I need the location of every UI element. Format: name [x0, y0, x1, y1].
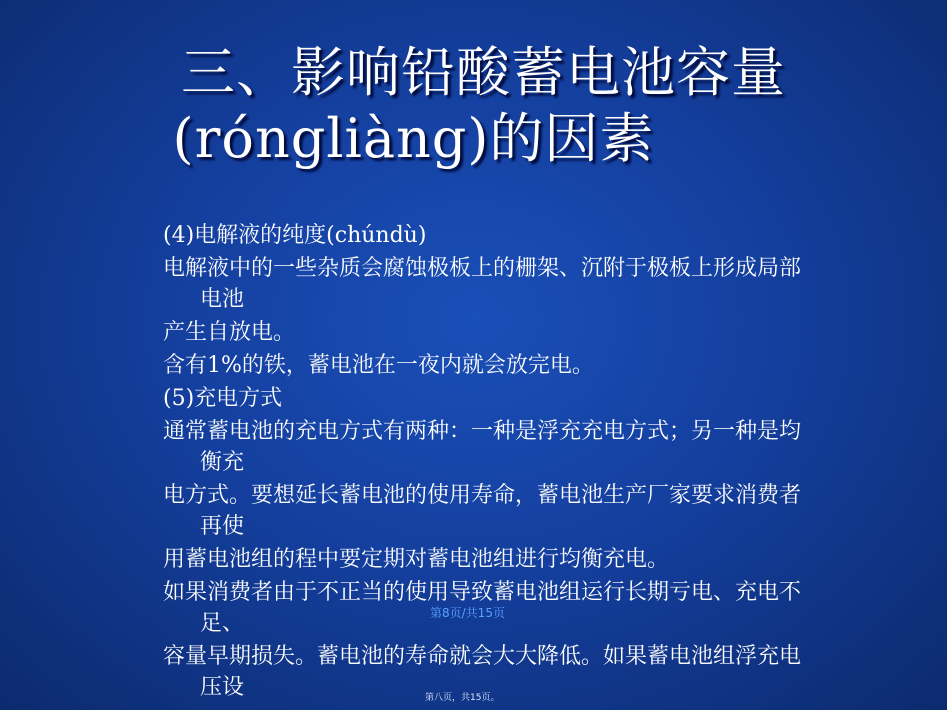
paragraph: 电方式。要想延长蓄电池的使用寿命，蓄电池生产厂家要求消费者再使 [163, 483, 802, 539]
paragraph: 产生自放电。 [163, 320, 296, 345]
paragraph: 如果消费者由于不正当的使用导致蓄电池组运行长期亏电、充电不足、 [163, 580, 802, 636]
paragraph: 用蓄电池组的程中要定期对蓄电池组进行均衡充电。 [163, 547, 670, 572]
section-heading-4: (4)电解液的纯度(chúndù) [163, 223, 427, 248]
footer-page-label: 第8页/共15页 [430, 606, 505, 620]
title-line-1: 三、影响铅酸蓄电池容量 [181, 41, 786, 104]
paragraph: 通常蓄电池的充电方式有两种：一种是浮充充电方式；另一种是均衡充 [163, 419, 802, 475]
title-line-2: (róngliàng)的因素 [172, 107, 655, 170]
slide-title [0, 40, 947, 172]
paragraph: 电解液中的一些杂质会腐蚀极板上的栅架、沉附于极板上形成局部电池 [163, 256, 802, 312]
section-heading-5: (5)充电方式 [163, 386, 283, 411]
paragraph: 容量早期损失。蓄电池的寿命就会大大降低。如果蓄电池组浮充电压设 [163, 644, 802, 700]
paragraph: 含有1%的铁，蓄电池在一夜内就会放完电。 [163, 353, 594, 378]
page-number: 第八页，共15页。 [425, 693, 500, 703]
slide-body [163, 220, 803, 705]
